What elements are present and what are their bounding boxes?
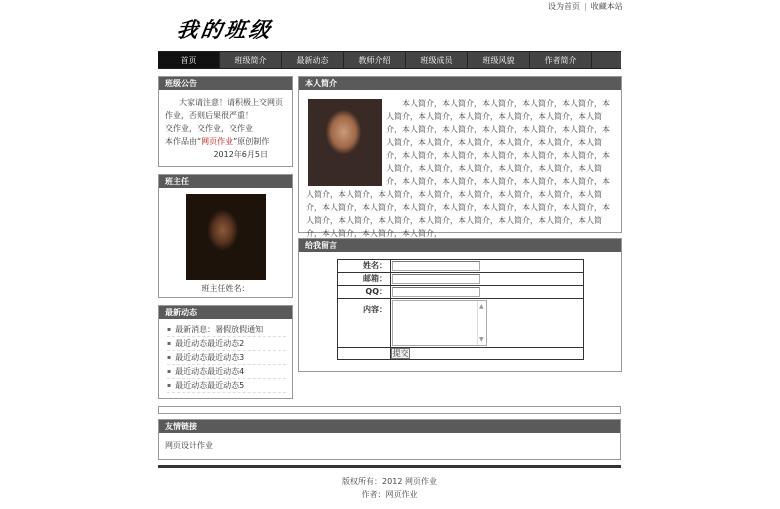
- notice-line1: 大家请注意！请积极上交网页作业，否则后果很严重！: [165, 98, 283, 120]
- qq-field[interactable]: [392, 287, 480, 297]
- notice-date: 2012年6月5日: [213, 150, 268, 159]
- news-panel: [158, 305, 293, 399]
- intro-panel: [298, 76, 622, 238]
- credit-link[interactable]: 网页作业: [201, 137, 234, 146]
- nav-author[interactable]: 作者简介: [530, 52, 592, 68]
- news-list: [159, 319, 292, 393]
- news-item[interactable]: ▪ 最近动态最近动态4: [167, 365, 286, 379]
- nav-teachers[interactable]: 教师介绍: [344, 52, 406, 68]
- top-links: [548, 1, 623, 12]
- teacher-photo: [186, 194, 266, 280]
- nav-members[interactable]: 班级成员: [406, 52, 468, 68]
- textarea-scrollbar[interactable]: [477, 301, 486, 345]
- content-textarea[interactable]: [392, 300, 487, 346]
- teacher-caption: 班主任姓名：: [201, 284, 250, 293]
- news-item[interactable]: ▪ 最近动态最近动态3: [167, 351, 286, 365]
- news-item[interactable]: ▪ 最近动态最近动态2: [167, 337, 286, 351]
- set-homepage-link[interactable]: 设为首页: [548, 2, 580, 11]
- main-nav: [158, 51, 621, 69]
- intro-title: 本人简介: [299, 77, 621, 90]
- nav-class-intro[interactable]: 班级简介: [220, 52, 282, 68]
- notice-title: 班级公告: [159, 77, 292, 90]
- scroll-down-icon[interactable]: ▼: [479, 336, 484, 343]
- submit-button[interactable]: 提交: [392, 349, 409, 358]
- teacher-title: 班主任: [159, 175, 292, 188]
- footer-author: 作者：网页作业: [361, 490, 418, 499]
- message-title: 给我留言: [299, 239, 621, 252]
- news-item[interactable]: ▪ 最新消息：暑假放假通知: [167, 323, 286, 337]
- notice-panel: [158, 76, 293, 167]
- name-field[interactable]: [392, 261, 480, 271]
- notice-line2: 交作业，交作业，交作业: [165, 124, 253, 133]
- message-form: [337, 259, 584, 360]
- divider-box: [158, 406, 621, 414]
- qq-label: QQ：: [338, 286, 391, 298]
- news-title: 最新动态: [159, 306, 292, 319]
- scroll-up-icon[interactable]: ▲: [479, 303, 484, 310]
- email-label: 邮箱：: [338, 273, 391, 285]
- credit-suffix: ”原创制作: [233, 137, 270, 146]
- nav-home[interactable]: 首页: [158, 52, 220, 68]
- footer-divider: [158, 465, 621, 468]
- email-field[interactable]: [392, 274, 480, 284]
- friend-links-title: 友情链接: [159, 420, 620, 433]
- friend-link-item[interactable]: 网页设计作业: [165, 441, 213, 450]
- credit-prefix: 本作品由“: [165, 137, 202, 146]
- footer-copyright: 版权所有：2012 网页作业: [342, 477, 437, 486]
- name-label: 姓名：: [338, 260, 391, 272]
- submit-row-spacer: [338, 348, 391, 359]
- nav-class-style[interactable]: 班级风貌: [468, 52, 530, 68]
- notice-credit: [165, 135, 286, 148]
- friend-links-panel: [158, 419, 621, 460]
- site-logo[interactable]: 我的班级: [175, 17, 275, 42]
- teacher-panel: [158, 174, 293, 298]
- message-panel: [298, 238, 622, 372]
- toplinks-separator: |: [584, 2, 587, 11]
- bookmark-link[interactable]: 收藏本站: [590, 2, 623, 11]
- intro-text: 本人简介，本人简介，本人简介，本人简介，本人简介，本人简介，本人简介，本人简介，本人简介，本人简介，本人简介，本人简介，本人简介，本人简介，本人简介，本人简介，本人简介，本人简介，本人简介，本人简介，本人简介，本人简介，本人简介，本人简介，本人简介，本人简介，本人简介，本人简介，本人简介，本人简介，本人简介，本人简介，本人简介，本人简介，本人简介，本人简介，本人简介，本人简介，本人简介，本人简介，本人简介，本人简介，本人简介，本人简介，本人简介，本人简介，本人简介，本人简介，本人简介，本人简介，本人简介，本人简介，本人简介，本人简介，本人简介，本人简介，本人简介，本人简介，本人简介，本人简介，本人简介，本人简介，本人简介，本人简介，: [306, 99, 610, 238]
- nav-news[interactable]: 最新动态: [282, 52, 344, 68]
- content-label: 内容：: [338, 299, 391, 347]
- news-item[interactable]: ▪ 最近动态最近动态5: [167, 379, 286, 393]
